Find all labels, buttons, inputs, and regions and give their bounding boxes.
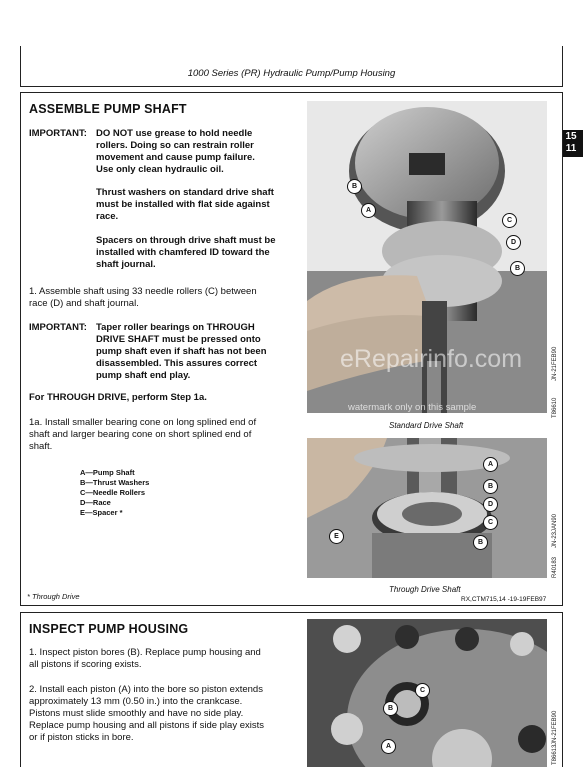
callout-c: C: [483, 515, 498, 530]
text-line: installed with chamfered ID toward the: [96, 247, 270, 258]
text-line: or if piston sticks in bore.: [29, 732, 134, 743]
parts-legend: [80, 468, 149, 518]
important-paragraph-1: [96, 128, 255, 176]
callout-a: A: [381, 739, 396, 754]
tab-line-1: 15: [565, 131, 577, 142]
text-line: must be installed with flat side against: [96, 199, 270, 210]
text-line: Use only clean hydraulic oil.: [96, 164, 224, 175]
callout-b: B: [383, 701, 398, 716]
callout-a: A: [361, 203, 376, 218]
legend-item: B—Thrust Washers: [80, 478, 150, 487]
text-line: race (D) and shaft journal.: [29, 298, 139, 309]
text-line: Spacers on through drive shaft must be: [96, 235, 276, 246]
important-paragraph-4: [96, 322, 267, 382]
text-line: all pistons if scoring exists.: [29, 659, 142, 670]
section-title: INSPECT PUMP HOUSING: [29, 622, 189, 636]
text-line: 2. Install each piston (A) into the bore so piston extends: [29, 684, 263, 695]
section-title: ASSEMBLE PUMP SHAFT: [29, 102, 187, 116]
figure-code: T86610: [552, 397, 558, 418]
text-line: 1. Inspect piston bores (B). Replace pump housing and: [29, 647, 261, 658]
text-line: 1a. Install smaller bearing cone on long splined end of: [29, 417, 257, 428]
legend-item: D—Race: [80, 498, 111, 507]
important-paragraph-3: [96, 235, 275, 271]
important-paragraph-2: [96, 187, 274, 223]
text-line: disassembled. This assures correct: [96, 358, 258, 369]
text-line: DO NOT use grease to hold needle: [96, 128, 253, 139]
caption-standard-drive: Standard Drive Shaft: [389, 421, 464, 430]
watermark-text: eRepairinfo.com: [340, 345, 523, 373]
callout-b: B: [347, 179, 362, 194]
text-line: pump shaft end play.: [96, 370, 191, 381]
figure-code: R40183: [552, 556, 558, 578]
legend-item: A—Pump Shaft: [80, 468, 135, 477]
watermark-subtext: watermark only on this sample: [348, 402, 477, 413]
text-line: shaft and larger bearing cone on short splined end of: [29, 429, 252, 440]
text-line: approximately 13 mm (0.50 in.) into the crankcase.: [29, 696, 243, 707]
text-line: Thrust washers on standard drive shaft: [96, 187, 274, 198]
page-header-title: 1000 Series (PR) Hydraulic Pump/Pump Housing: [187, 68, 396, 79]
text-line: Pistons must slide smoothly and have no side play.: [29, 708, 244, 719]
footnote: * Through Drive: [27, 592, 80, 601]
step-2: [29, 684, 264, 744]
text-line: shaft.: [29, 441, 53, 452]
legend-item: E—Spacer *: [80, 508, 123, 517]
text-line: DRIVE SHAFT must be pressed onto: [96, 334, 261, 345]
text-line: rollers. Doing so can restrain roller: [96, 140, 254, 151]
step-1: [29, 647, 261, 671]
text-line: race.: [96, 211, 119, 222]
text-line: movement and cause pump failure.: [96, 152, 255, 163]
callout-b-2: B: [510, 261, 525, 276]
figure-code: JN-21FEB90: [552, 710, 558, 745]
step-1a: [29, 417, 256, 453]
callout-c: C: [502, 213, 517, 228]
text-line: 1. Assemble shaft using 33 needle rollers (C) between: [29, 286, 257, 297]
callout-e: E: [329, 529, 344, 544]
callout-b: B: [483, 479, 498, 494]
text-line: pump shaft even if shaft has not been: [96, 346, 267, 357]
callout-d: D: [506, 235, 521, 250]
text-line: Replace pump housing and all pistons if side play exists: [29, 720, 264, 731]
legend-item: C—Needle Rollers: [80, 488, 146, 497]
reference-code: RX,CTM715,14 -19-19FEB97: [461, 596, 547, 603]
caption-through-drive: Through Drive Shaft: [389, 585, 461, 594]
important-label: IMPORTANT:: [29, 128, 87, 139]
text-line: Taper roller bearings on THROUGH: [96, 322, 255, 333]
callout-a: A: [483, 457, 498, 472]
step-1: [29, 286, 257, 310]
page-header-frame: [20, 46, 563, 87]
figure-code: JN-23JAN90: [552, 513, 558, 548]
inspect-pump-housing-section: [20, 612, 563, 767]
tab-line-2: 11: [565, 143, 577, 154]
figure-code: JN-21FEB90: [552, 346, 558, 381]
text-line: shaft journal.: [96, 259, 156, 270]
important-label-2: IMPORTANT:: [29, 322, 87, 333]
callout-b-2: B: [473, 535, 488, 550]
through-drive-shaft-photo: [307, 438, 547, 578]
callout-c: C: [415, 683, 430, 698]
figure-code: T86613: [552, 744, 558, 765]
through-drive-heading: For THROUGH DRIVE, perform Step 1a.: [29, 392, 207, 403]
callout-d: D: [483, 497, 498, 512]
